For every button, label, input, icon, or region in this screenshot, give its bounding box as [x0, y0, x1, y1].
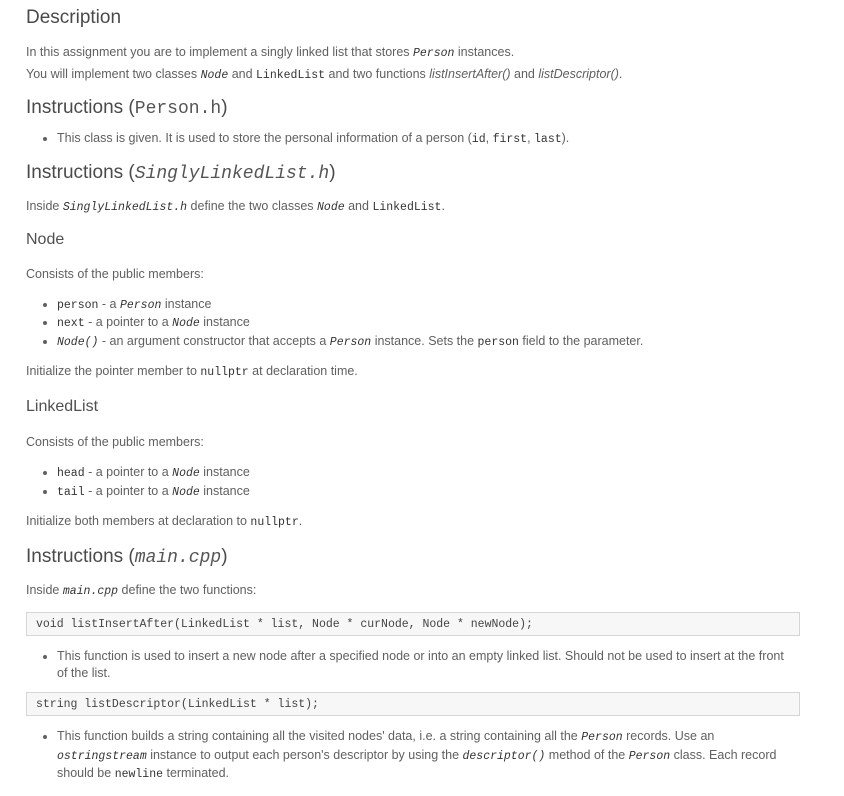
list-item: • next - a pointer to a Node instance: [57, 314, 802, 333]
node-members-list: [26, 296, 802, 352]
list-item: • This class is given. It is used to store the personal information of a person (id, first, last).: [57, 130, 802, 149]
person-h-heading: Instructions (Person.h): [26, 97, 228, 119]
list-item: • This function builds a string containing all the visited nodes' data, i.e. a string containing all the Person records. Use an ostringstream instance to output each person's descriptor by using the descriptor() method of the Person class. Each record should be newline terminated.: [57, 728, 802, 784]
node-heading: Node: [26, 230, 65, 248]
list-descriptor-description: [26, 728, 802, 784]
main-cpp-paragraph: Inside main.cpp define the two functions:: [26, 583, 257, 598]
list-insert-after-code-block: void listInsertAfter(LinkedList * list, Node * curNode, Node * newNode);: [26, 612, 800, 636]
linkedlist-intro: Consists of the public members:: [26, 435, 204, 449]
description-paragraph-1: In this assignment you are to implement a singly linked list that stores Person instances.: [26, 45, 515, 60]
person-h-list: [26, 130, 802, 149]
list-item: • This function is used to insert a new node after a specified node or into an empty linked list. Should not be used to insert at the front of the list.: [57, 648, 802, 681]
linkedlist-init-paragraph: Initialize both members at declaration to nullptr.: [26, 514, 303, 529]
list-item: • tail - a pointer to a Node instance: [57, 483, 802, 502]
list-item: • Node() - an argument constructor that accepts a Person instance. Sets the person field to the parameter.: [57, 333, 802, 352]
list-item: • head - a pointer to a Node instance: [57, 464, 802, 483]
linkedlist-members-list: [26, 464, 802, 501]
main-cpp-heading: Instructions (main.cpp): [26, 546, 228, 568]
node-init-paragraph: Initialize the pointer member to nullptr at declaration time.: [26, 364, 358, 379]
list-descriptor-code-block: string listDescriptor(LinkedList * list);: [26, 692, 800, 716]
description-heading: Description: [26, 7, 122, 28]
description-paragraph-2: You will implement two classes Node and LinkedList and two functions listInsertAfter() and listDescriptor().: [26, 67, 623, 82]
sll-h-paragraph: Inside SinglyLinkedList.h define the two classes Node and LinkedList.: [26, 198, 445, 214]
list-insert-after-description: [26, 648, 802, 681]
linkedlist-heading: LinkedList: [26, 398, 99, 415]
list-item: • person - a Person instance: [57, 296, 802, 315]
singly-linked-list-h-heading: Instructions (SinglyLinkedList.h): [26, 161, 336, 184]
node-intro: Consists of the public members:: [26, 266, 204, 281]
